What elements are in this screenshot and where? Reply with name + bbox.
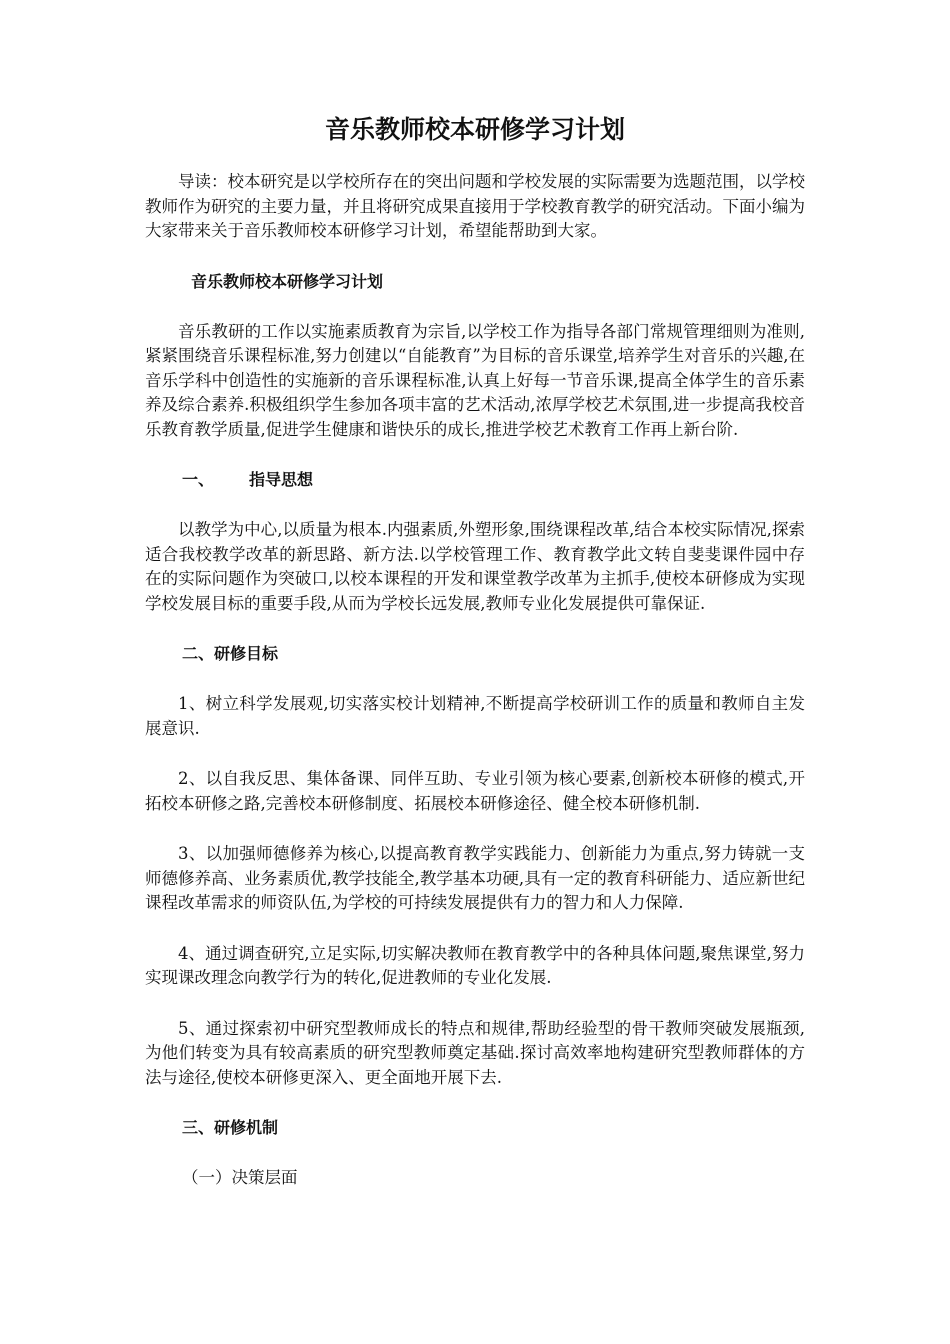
subheading-decision-level: （一）决策层面 — [182, 1168, 298, 1187]
heading-guiding-thought — [145, 468, 805, 492]
heading-text: 指导思想 — [249, 470, 314, 489]
heading-number: 三、 — [182, 1118, 215, 1137]
intro-paragraph: 导读：校本研究是以学校所存在的突出问题和学校发展的实际需要为选题范围，以学校教师作为研究的主要力量，并且将研究成果直接用于学校教育教学的研究活动。下面小编为大家带来关于音乐教师校本研修学习计划，希望能帮助到大家。 — [145, 172, 805, 240]
heading-text: 研修目标 — [214, 644, 279, 663]
goal-item-3: 3、以加强师德修养为核心,以提高教育教学实践能力、创新能力为重点,努力铸就一支师德修养高、业务素质优,教学技能全,教学基本功硬,具有一定的教育科研能力、适应新世纪课程改革需求的师资队伍,为学校的可持续发展提供有力的智力和人力保障. — [145, 844, 805, 912]
goal-item-5: 5、通过探索初中研究型教师成长的特点和规律,帮助经验型的骨干教师突破发展瓶颈,为他们转变为具有较高素质的研究型教师奠定基础.探讨高效率地构建研究型教师群体的方法与途径,使校本研修更深入、更全面地开展下去. — [145, 1018, 805, 1087]
section-subtitle: 音乐教师校本研修学习计划 — [191, 271, 384, 291]
goal-item-2: 2、以自我反思、集体备课、同伴互助、专业引领为核心要素,创新校本研修的模式,开拓校本研修之路,完善校本研修制度、拓展校本研修途径、健全校本研修机制. — [145, 769, 805, 813]
heading-goals — [145, 642, 805, 666]
document-title: 音乐教师校本研修学习计划 — [324, 115, 625, 144]
heading-text: 研修机制 — [214, 1118, 279, 1137]
paragraph-overview: 音乐教研的工作以实施素质教育为宗旨,以学校工作为指导各部门常规管理细则为准则,紧紧围绕音乐课程标准,努力创建以“自能教育”为目标的音乐课堂,培养学生对音乐的兴趣,在音乐学科中创造性的实施新的音乐课程标准,认真上好每一节音乐课,提高全体学生的音乐素养及综合素养.积极组织学生参加各项丰富的艺术活动,浓厚学校艺术氛围,进一步提高我校音乐教育教学质量,促进学生健康和谐快乐的成长,推进学校艺术教育工作再上新台阶. — [145, 321, 805, 439]
heading-number: 二、 — [182, 644, 215, 663]
goal-item-4: 4、通过调查研究,立足实际,切实解决教师在教育教学中的各种具体问题,聚焦课堂,努力实现课改理念向教学行为的转化,促进教师的专业化发展. — [145, 943, 805, 987]
goal-item-1: 1、树立科学发展观,切实落实校计划精神,不断提高学校研训工作的质量和教师自主发展意识. — [145, 694, 805, 738]
heading-number: 一、 — [182, 470, 215, 489]
heading-mechanism — [145, 1116, 805, 1140]
paragraph-guiding-thought: 以教学为中心,以质量为根本.内强素质,外塑形象,围绕课程改革,结合本校实际情况,探索适合我校教学改革的新思路、新方法.以学校管理工作、教育教学此文转自斐斐课件园中存在的实际问题作为突破口,以校本课程的开发和课堂教学改革为主抓手,使校本研修成为实现学校发展目标的重要手段,从而为学校长远发展,教师专业化发展提供可靠保证. — [145, 520, 805, 613]
